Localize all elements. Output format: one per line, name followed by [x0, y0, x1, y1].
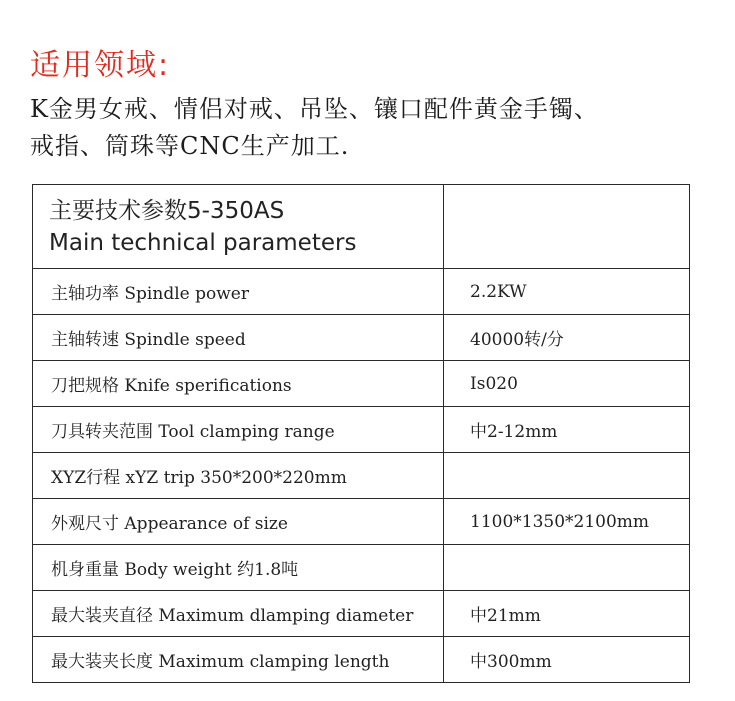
table-row: [33, 407, 690, 453]
param-value: 中21mm: [444, 591, 690, 637]
application-description: [30, 91, 735, 165]
param-label: 机身重量 Body weight 约1.8吨: [33, 545, 444, 591]
spec-title-en: Main technical parameters: [49, 229, 357, 256]
spec-table: [32, 184, 690, 683]
param-value: 中2-12mm: [444, 407, 690, 453]
table-row: [33, 591, 690, 637]
spec-title-cn: 主要技术参数5-350AS: [49, 197, 285, 224]
table-row: [33, 637, 690, 683]
spec-title-value: [444, 185, 690, 269]
param-label: 刀把规格 Knife sperifications: [33, 361, 444, 407]
param-label: XYZ行程 xYZ trip 350*200*220mm: [33, 453, 444, 499]
param-value: 2.2KW: [444, 269, 690, 315]
table-row: [33, 453, 690, 499]
param-value: 1100*1350*2100mm: [444, 499, 690, 545]
table-row: [33, 315, 690, 361]
param-label: 主轴转速 Spindle speed: [33, 315, 444, 361]
param-label: 最大装夹长度 Maximum clamping length: [33, 637, 444, 683]
param-value: [444, 545, 690, 591]
param-label: 刀具转夹范围 Tool clamping range: [33, 407, 444, 453]
spec-table-header: [33, 185, 690, 269]
description-line-1: K金男女戒、情侣对戒、吊坠、镶口配件黄金手镯、: [30, 95, 599, 123]
param-value: [444, 453, 690, 499]
param-value: Is020: [444, 361, 690, 407]
description-line-2: 戒指、筒珠等CNC生产加工.: [30, 132, 350, 160]
table-row: [33, 269, 690, 315]
param-value: 中300mm: [444, 637, 690, 683]
section-heading: 适用领域:: [30, 48, 171, 83]
param-label: 主轴功率 Spindle power: [33, 269, 444, 315]
table-row: [33, 499, 690, 545]
param-label: 外观尺寸 Appearance of size: [33, 499, 444, 545]
table-row: [33, 361, 690, 407]
table-row: [33, 545, 690, 591]
param-value: 40000转/分: [444, 315, 690, 361]
spec-table-title: [33, 185, 444, 269]
param-label: 最大装夹直径 Maximum dlamping diameter: [33, 591, 444, 637]
